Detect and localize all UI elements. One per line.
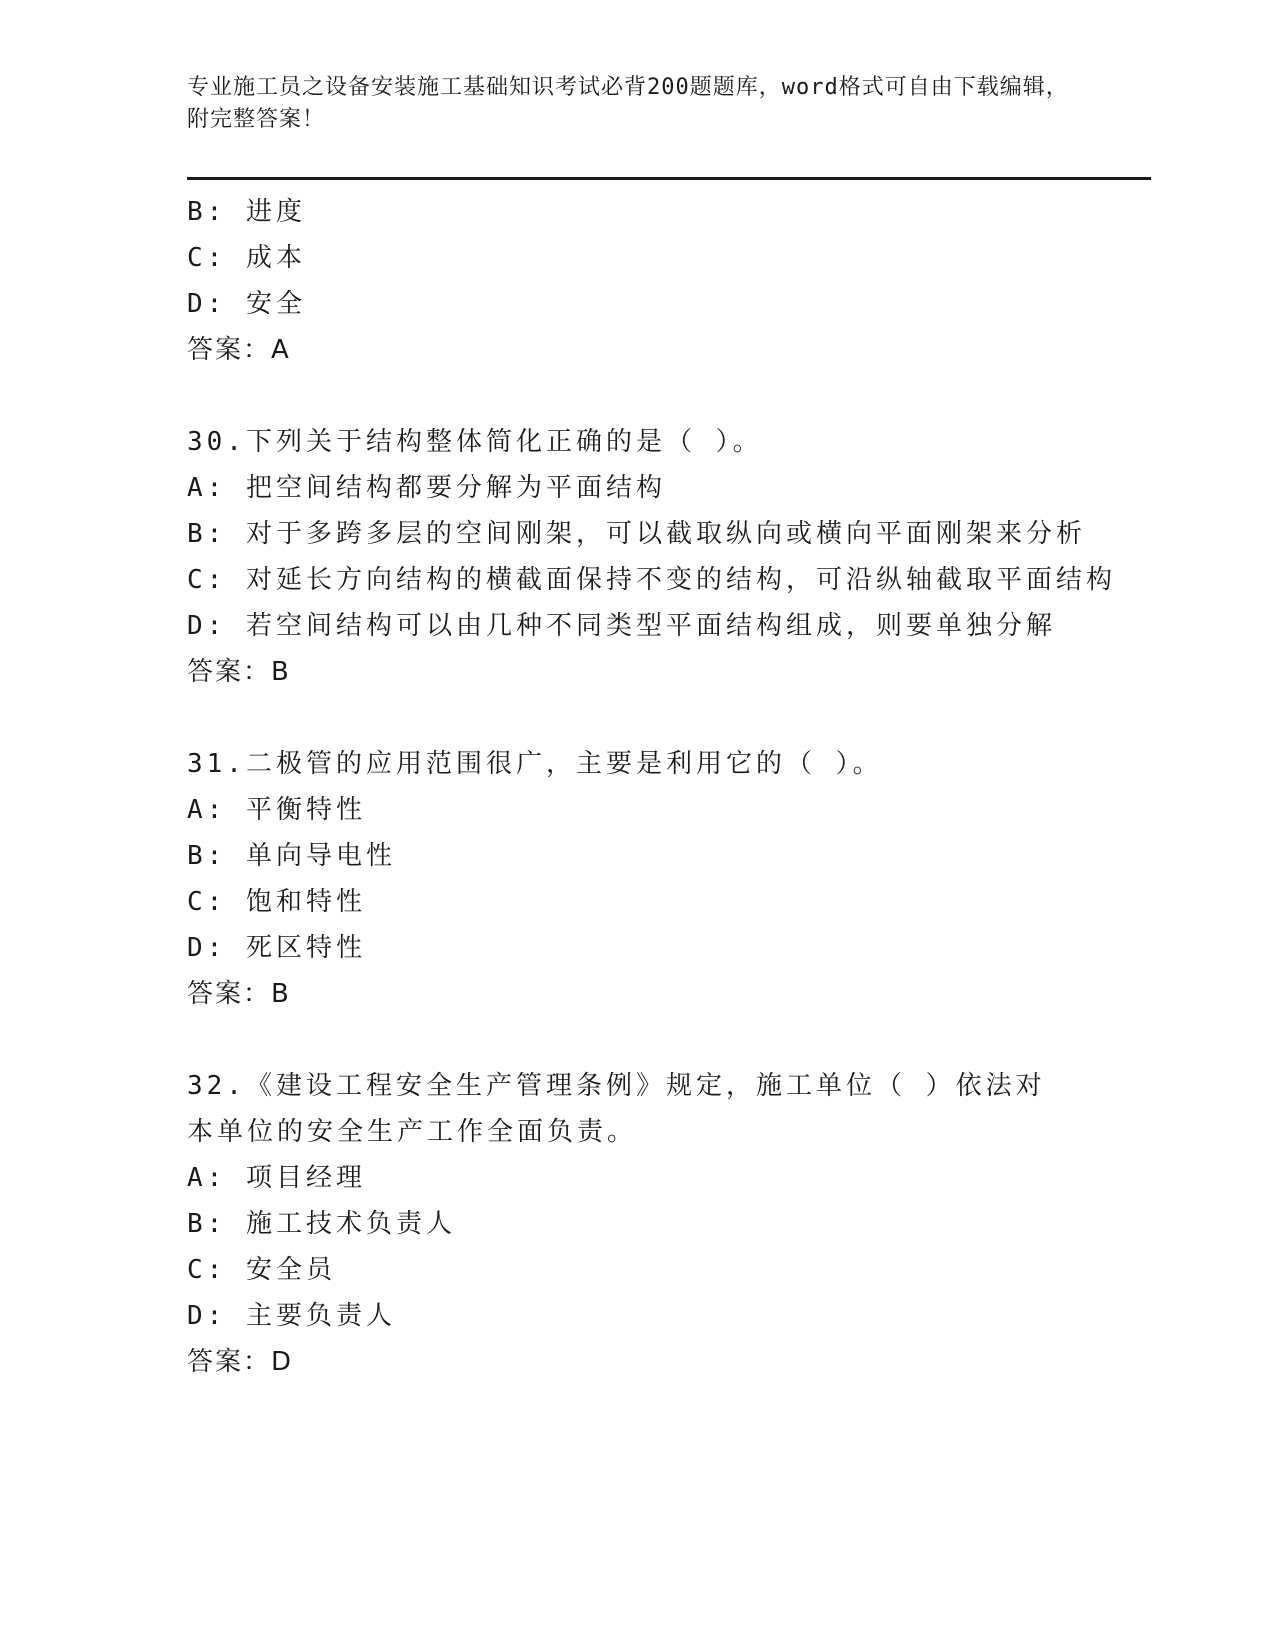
option-b: B: 单向导电性 bbox=[187, 841, 396, 871]
question-text: 31.二极管的应用范围很广，主要是利用它的（ ）。 bbox=[187, 749, 883, 779]
option-c: C: 对延长方向结构的横截面保持不变的结构，可沿纵轴截取平面结构 bbox=[187, 565, 1116, 595]
option-a: A: 平衡特性 bbox=[187, 795, 366, 825]
option-a: A: 项目经理 bbox=[187, 1163, 366, 1193]
question-29-continued bbox=[187, 189, 1187, 373]
option-c: C: 安全员 bbox=[187, 1255, 336, 1285]
header-divider bbox=[187, 177, 1151, 180]
option-a: A: 把空间结构都要分解为平面结构 bbox=[187, 473, 666, 503]
spacer bbox=[187, 695, 1187, 741]
answer: 答案：A bbox=[187, 335, 291, 365]
option-c: C: 饱和特性 bbox=[187, 887, 366, 917]
answer: 答案：D bbox=[187, 1347, 294, 1377]
question-32 bbox=[187, 1063, 1187, 1385]
answer: 答案：B bbox=[187, 979, 291, 1009]
spacer bbox=[187, 1017, 1187, 1063]
option-d: D: 主要负责人 bbox=[187, 1301, 396, 1331]
option-d: D: 安全 bbox=[187, 289, 306, 319]
option-d: D: 若空间结构可以由几种不同类型平面结构组成，则要单独分解 bbox=[187, 611, 1056, 641]
document-header: 专业施工员之设备安装施工基础知识考试必背200题题库，word格式可自由下载编辑，附完整答案！ bbox=[187, 75, 1069, 132]
option-b: B: 进度 bbox=[187, 197, 306, 227]
option-b: B: 施工技术负责人 bbox=[187, 1209, 456, 1239]
option-b: B: 对于多跨多层的空间刚架，可以截取纵向或横向平面刚架来分析 bbox=[187, 519, 1086, 549]
question-text: 30.下列关于结构整体简化正确的是（ ）。 bbox=[187, 427, 763, 457]
option-d: D: 死区特性 bbox=[187, 933, 366, 963]
spacer bbox=[187, 373, 1187, 419]
question-text: 32.《建设工程安全生产管理条例》规定，施工单位（ ）依法对本单位的安全生产工作全面负责。 bbox=[187, 1071, 1046, 1147]
answer: 答案：B bbox=[187, 657, 291, 687]
option-c: C: 成本 bbox=[187, 243, 306, 273]
question-31 bbox=[187, 741, 1187, 1017]
question-30 bbox=[187, 419, 1187, 695]
question-list bbox=[187, 189, 1187, 1385]
